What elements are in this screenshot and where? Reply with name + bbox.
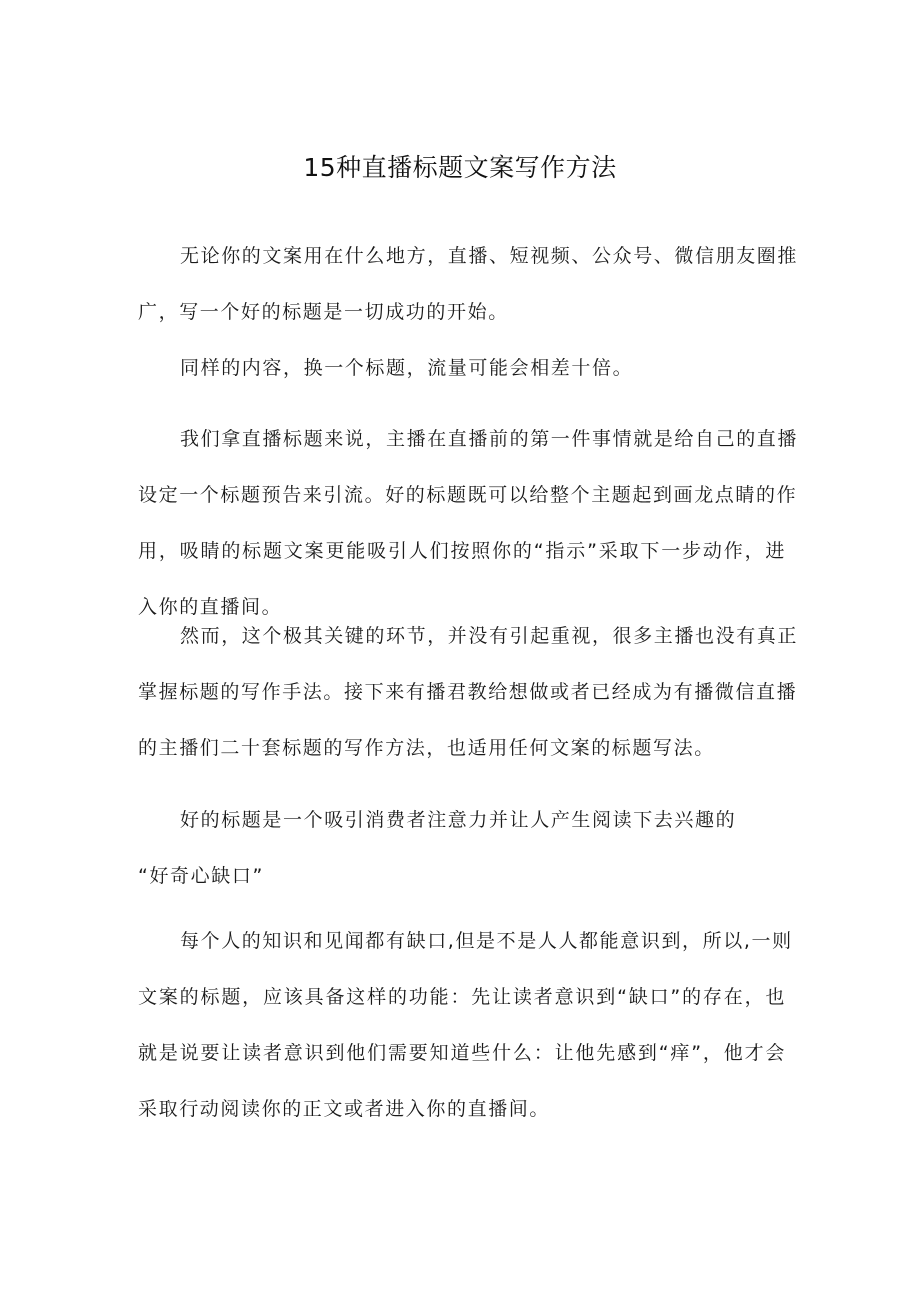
paragraph-line: 好的标题是一个吸引消费者注意力并让人产生阅读下去兴趣的: [180, 809, 737, 831]
paragraph-line: 无论你的文案用在什么地方，直播、短视频、公众号、微信朋友圈推: [180, 245, 799, 267]
paragraph-5: [138, 792, 786, 904]
paragraph-line: 每个人的知识和见闻都有缺口,但是不是人人都能意识到，所以,一则: [180, 930, 793, 952]
paragraph-line: “好奇心缺口”: [138, 865, 264, 887]
paragraph-line: 的主播们二十套标题的写作方法，也适用任何文案的标题写法。: [138, 737, 715, 759]
paragraph-line: 掌握标题的写作手法。接下来有播君教给想做或者已经成为有播微信直播: [138, 681, 798, 703]
paragraph-1: [138, 228, 799, 340]
paragraph-line: 设定一个标题预告来引流。好的标题既可以给整个主题起到画龙点睛的作: [138, 484, 798, 506]
paragraph-line: 入你的直播间。: [138, 596, 283, 618]
paragraph-line: 采取行动阅读你的正文或者进入你的直播间。: [138, 1098, 551, 1120]
paragraph-6: [138, 913, 793, 1137]
paragraph-line: 用，吸睛的标题文案更能吸引人们按照你的“指示”采取下一步动作，进: [138, 540, 786, 562]
paragraph-line: 广，写一个好的标题是一切成功的开始。: [138, 301, 509, 323]
document-title: 15种直播标题文案写作方法: [303, 153, 617, 182]
paragraph-3: [138, 411, 799, 635]
paragraph-line: 文案的标题，应该具备这样的功能：先让读者意识到“缺口”的存在，也: [138, 986, 786, 1008]
paragraph-line: 我们拿直播标题来说，主播在直播前的第一件事情就是给自己的直播: [180, 428, 799, 450]
paragraph-line: 就是说要让读者意识到他们需要知道些什么：让他先感到“痒”，他才会: [138, 1042, 786, 1064]
paragraph-line: 同样的内容，换一个标题，流量可能会相差十倍。: [180, 357, 634, 379]
paragraph-line: 然而，这个极其关键的环节，并没有引起重视，很多主播也没有真正: [180, 625, 799, 647]
paragraph-2: [138, 340, 786, 396]
paragraph-4: [138, 608, 799, 776]
